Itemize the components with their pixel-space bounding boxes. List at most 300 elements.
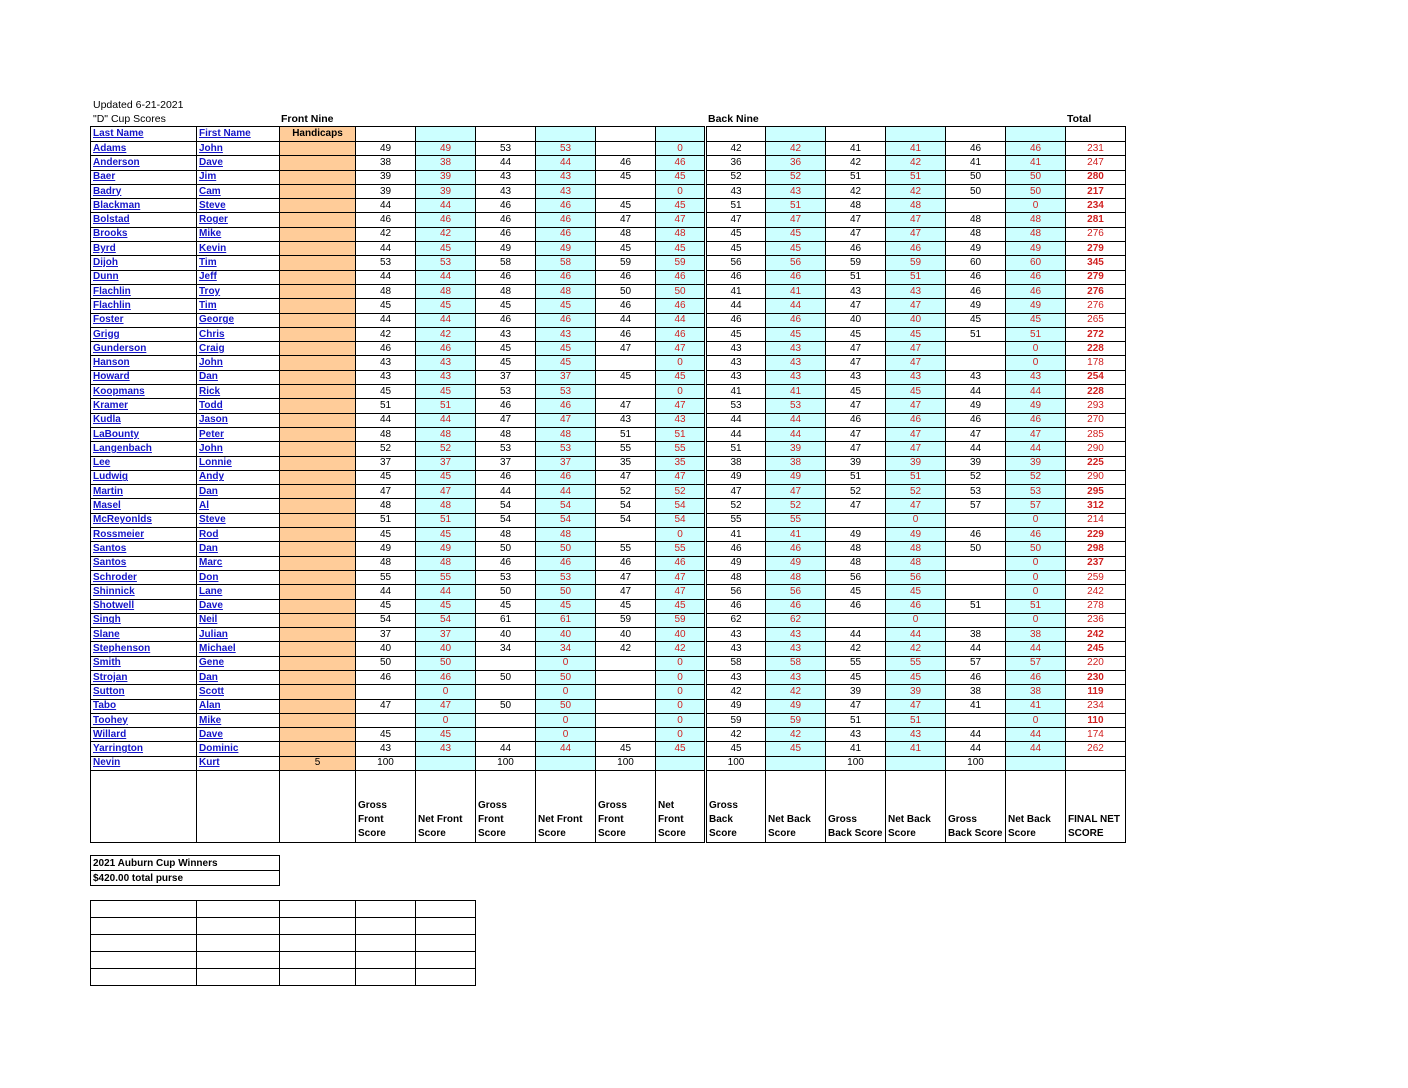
net-score-cell: 49	[886, 528, 946, 542]
net-score-cell: 48	[886, 556, 946, 570]
header-cell	[1066, 127, 1126, 142]
net-score-cell: 50	[656, 284, 706, 298]
net-score-cell: 45	[536, 299, 596, 313]
gross-score-cell: 34	[476, 642, 536, 656]
handicap-cell	[280, 485, 356, 499]
handicap-cell	[280, 642, 356, 656]
net-score-cell: 42	[886, 184, 946, 198]
gross-score-cell: 47	[706, 485, 766, 499]
gross-score-cell	[596, 699, 656, 713]
gross-score-cell: 46	[706, 599, 766, 613]
blank-cell	[280, 969, 356, 986]
gross-score-cell: 46	[476, 227, 536, 241]
net-score-cell: 45	[1006, 313, 1066, 327]
net-score-cell: 53	[536, 142, 596, 156]
gross-score-cell: 51	[826, 713, 886, 727]
net-score-cell: 39	[416, 170, 476, 184]
net-score-cell: 0	[1006, 585, 1066, 599]
gross-score-cell: 41	[706, 385, 766, 399]
blank-cell	[280, 935, 356, 952]
last-name-cell: Hanson	[91, 356, 197, 370]
gross-score-cell	[596, 356, 656, 370]
player-row	[91, 184, 1126, 198]
net-score-cell: 49	[1006, 242, 1066, 256]
net-score-cell: 47	[886, 342, 946, 356]
net-score-cell: 43	[886, 284, 946, 298]
gross-score-cell: 37	[356, 628, 416, 642]
header-cell	[596, 127, 656, 142]
gross-score-cell: 57	[946, 656, 1006, 670]
gross-score-cell	[596, 728, 656, 742]
gross-score-cell: 44	[356, 413, 416, 427]
gross-score-cell: 51	[826, 270, 886, 284]
net-score-cell: 45	[886, 670, 946, 684]
blank-cell	[280, 918, 356, 935]
footer-label: Gross Back Score	[706, 771, 766, 843]
net-score-cell: 38	[766, 456, 826, 470]
net-score-cell: 46	[1006, 413, 1066, 427]
net-score-cell: 45	[656, 370, 706, 384]
player-row	[91, 656, 1126, 670]
gross-score-cell	[826, 613, 886, 627]
net-score-cell: 52	[766, 170, 826, 184]
net-score-cell: 46	[1006, 670, 1066, 684]
net-score-cell: 47	[886, 356, 946, 370]
final-net-score-cell: 270	[1066, 413, 1126, 427]
net-score-cell: 0	[1006, 513, 1066, 527]
net-score-cell: 49	[1006, 299, 1066, 313]
net-score-cell: 46	[416, 213, 476, 227]
gross-score-cell: 47	[476, 413, 536, 427]
player-row	[91, 542, 1126, 556]
header-cell	[656, 127, 706, 142]
gross-score-cell: 37	[476, 456, 536, 470]
blank-cell	[356, 901, 416, 918]
net-score-cell: 0	[656, 356, 706, 370]
net-score-cell: 48	[886, 199, 946, 213]
net-score-cell: 38	[1006, 628, 1066, 642]
handicaps-header: Handicaps	[280, 127, 356, 142]
net-score-cell: 46	[536, 399, 596, 413]
net-score-cell: 51	[1006, 327, 1066, 341]
gross-score-cell: 49	[706, 470, 766, 484]
player-row	[91, 256, 1126, 270]
gross-score-cell	[596, 142, 656, 156]
net-score-cell: 37	[536, 370, 596, 384]
gross-score-cell: 59	[706, 713, 766, 727]
handicap-cell	[280, 713, 356, 727]
handicap-cell	[280, 585, 356, 599]
net-score-cell: 0	[656, 528, 706, 542]
handicap-cell	[280, 284, 356, 298]
player-row	[91, 284, 1126, 298]
gross-score-cell: 42	[596, 642, 656, 656]
player-row	[91, 370, 1126, 384]
gross-score-cell: 43	[356, 370, 416, 384]
final-net-score-cell: 230	[1066, 670, 1126, 684]
gross-score-cell: 49	[356, 142, 416, 156]
net-score-cell: 40	[886, 313, 946, 327]
gross-score-cell: 44	[946, 442, 1006, 456]
winners-box	[90, 855, 280, 886]
handicap-cell	[280, 370, 356, 384]
blank-row	[91, 952, 476, 969]
net-score-cell: 43	[536, 184, 596, 198]
net-score-cell: 47	[886, 699, 946, 713]
gross-score-cell: 50	[476, 585, 536, 599]
gross-score-cell: 44	[356, 270, 416, 284]
net-score-cell: 48	[416, 284, 476, 298]
gross-score-cell	[596, 713, 656, 727]
net-score-cell: 56	[766, 256, 826, 270]
first-name-cell: John	[197, 142, 280, 156]
gross-score-cell: 53	[706, 399, 766, 413]
final-net-score-cell: 220	[1066, 656, 1126, 670]
player-row	[91, 628, 1126, 642]
final-net-score-cell: 234	[1066, 199, 1126, 213]
net-score-cell: 41	[766, 385, 826, 399]
net-score-cell: 50	[1006, 184, 1066, 198]
player-row	[91, 556, 1126, 570]
gross-score-cell: 48	[356, 499, 416, 513]
cup-title: "D" Cup Scores	[93, 113, 166, 125]
final-net-score-cell: 225	[1066, 456, 1126, 470]
gross-score-cell: 53	[476, 442, 536, 456]
net-score-cell: 45	[766, 742, 826, 756]
net-score-cell: 0	[1006, 356, 1066, 370]
gross-score-cell: 51	[596, 427, 656, 441]
blank-cell	[356, 952, 416, 969]
header-cell	[416, 127, 476, 142]
gross-score-cell: 48	[356, 284, 416, 298]
handicap-cell	[280, 313, 356, 327]
net-score-cell: 36	[766, 156, 826, 170]
gross-score-cell: 46	[946, 670, 1006, 684]
player-row	[91, 399, 1126, 413]
net-score-cell: 49	[766, 470, 826, 484]
net-score-cell: 53	[536, 570, 596, 584]
last-name-cell: Anderson	[91, 156, 197, 170]
blank-cell	[416, 952, 476, 969]
net-score-cell: 53	[416, 256, 476, 270]
total-heading: Total	[1067, 113, 1092, 125]
net-score-cell: 49	[1006, 399, 1066, 413]
net-score-cell: 0	[536, 685, 596, 699]
gross-score-cell: 47	[596, 470, 656, 484]
last-name-cell: Ludwig	[91, 470, 197, 484]
last-name-cell: Grigg	[91, 327, 197, 341]
gross-score-cell: 45	[356, 299, 416, 313]
last-name-cell: Bolstad	[91, 213, 197, 227]
net-score-cell: 46	[766, 599, 826, 613]
first-name-cell: Steve	[197, 513, 280, 527]
handicap-cell	[280, 628, 356, 642]
gross-score-cell: 46	[476, 470, 536, 484]
net-score-cell	[416, 756, 476, 770]
gross-score-cell: 48	[706, 570, 766, 584]
handicap-cell	[280, 142, 356, 156]
net-score-cell: 55	[656, 542, 706, 556]
gross-score-cell	[946, 199, 1006, 213]
net-score-cell: 43	[766, 370, 826, 384]
gross-score-cell: 48	[946, 227, 1006, 241]
gross-score-cell: 47	[356, 485, 416, 499]
first-name-cell: Steve	[197, 199, 280, 213]
handicap-cell	[280, 542, 356, 556]
net-score-cell: 45	[656, 599, 706, 613]
gross-score-cell: 52	[356, 442, 416, 456]
gross-score-cell	[596, 528, 656, 542]
gross-score-cell: 47	[826, 427, 886, 441]
net-score-cell: 56	[766, 585, 826, 599]
first-name-cell: Cam	[197, 184, 280, 198]
first-name-cell: Dan	[197, 670, 280, 684]
player-row	[91, 485, 1126, 499]
net-score-cell: 0	[416, 713, 476, 727]
gross-score-cell: 47	[826, 399, 886, 413]
gross-score-cell: 45	[596, 370, 656, 384]
first-name-cell: Chris	[197, 327, 280, 341]
net-score-cell: 48	[416, 499, 476, 513]
gross-score-cell: 44	[706, 413, 766, 427]
first-name-cell: Don	[197, 570, 280, 584]
gross-score-cell: 46	[476, 270, 536, 284]
net-score-cell: 55	[416, 570, 476, 584]
net-score-cell: 46	[886, 242, 946, 256]
winners-grid	[90, 900, 476, 986]
gross-score-cell: 43	[476, 184, 536, 198]
first-name-cell: Dominic	[197, 742, 280, 756]
player-row	[91, 199, 1126, 213]
gross-score-cell	[946, 513, 1006, 527]
blank-cell	[280, 952, 356, 969]
gross-score-cell: 47	[826, 213, 886, 227]
first-name-cell: George	[197, 313, 280, 327]
player-row	[91, 170, 1126, 184]
gross-score-cell: 45	[596, 199, 656, 213]
final-net-score-cell: 272	[1066, 327, 1126, 341]
first-name-cell: Mike	[197, 713, 280, 727]
gross-score-cell: 37	[476, 370, 536, 384]
gross-score-cell: 58	[706, 656, 766, 670]
final-net-score-cell: 276	[1066, 299, 1126, 313]
net-score-cell: 46	[536, 199, 596, 213]
header-cell	[706, 127, 766, 142]
final-net-score-cell: 290	[1066, 442, 1126, 456]
footer-label: Net Back Score	[1006, 771, 1066, 843]
net-score-cell: 44	[536, 742, 596, 756]
last-name-cell: Langenbach	[91, 442, 197, 456]
first-name-cell: Todd	[197, 399, 280, 413]
first-name-cell: Dan	[197, 542, 280, 556]
player-row	[91, 713, 1126, 727]
final-net-score-cell: 345	[1066, 256, 1126, 270]
net-score-cell: 51	[656, 427, 706, 441]
gross-score-cell: 49	[826, 528, 886, 542]
net-score-cell: 43	[766, 642, 826, 656]
gross-score-cell: 45	[706, 227, 766, 241]
net-score-cell: 46	[536, 470, 596, 484]
gross-score-cell: 53	[476, 570, 536, 584]
gross-score-cell: 44	[476, 485, 536, 499]
last-name-cell: Shinnick	[91, 585, 197, 599]
net-score-cell: 52	[1006, 470, 1066, 484]
last-name-cell: Yarrington	[91, 742, 197, 756]
net-score-cell: 0	[1006, 613, 1066, 627]
blank-cell	[416, 918, 476, 935]
net-score-cell: 55	[766, 513, 826, 527]
player-row	[91, 427, 1126, 441]
net-score-cell: 46	[1006, 270, 1066, 284]
gross-score-cell: 36	[706, 156, 766, 170]
gross-score-cell: 43	[356, 742, 416, 756]
gross-score-cell: 52	[596, 485, 656, 499]
net-score-cell: 41	[1006, 156, 1066, 170]
net-score-cell: 48	[886, 542, 946, 556]
handicap-cell	[280, 299, 356, 313]
header-cell	[946, 127, 1006, 142]
net-score-cell: 0	[536, 713, 596, 727]
gross-score-cell: 42	[706, 685, 766, 699]
last-name-cell: Rossmeier	[91, 528, 197, 542]
net-score-cell: 53	[1006, 485, 1066, 499]
handicap-cell	[280, 399, 356, 413]
gross-score-cell: 46	[946, 413, 1006, 427]
net-score-cell: 45	[656, 742, 706, 756]
gross-score-cell: 44	[476, 156, 536, 170]
gross-score-cell: 43	[356, 356, 416, 370]
last-name-cell: Flachlin	[91, 284, 197, 298]
last-name-cell: Slane	[91, 628, 197, 642]
handicap-cell	[280, 456, 356, 470]
gross-score-cell: 46	[596, 299, 656, 313]
net-score-cell: 45	[886, 327, 946, 341]
net-score-cell: 58	[536, 256, 596, 270]
net-score-cell: 45	[416, 385, 476, 399]
final-net-score-cell: 279	[1066, 242, 1126, 256]
handicap-cell	[280, 227, 356, 241]
gross-score-cell: 46	[476, 556, 536, 570]
net-score-cell: 46	[656, 270, 706, 284]
net-score-cell: 47	[766, 213, 826, 227]
first-name-cell: Jeff	[197, 270, 280, 284]
gross-score-cell: 47	[826, 227, 886, 241]
gross-score-cell: 47	[826, 342, 886, 356]
final-net-score-cell: 298	[1066, 542, 1126, 556]
gross-score-cell: 59	[596, 613, 656, 627]
footer-label: Gross Back Score	[946, 771, 1006, 843]
final-net-score-cell: 312	[1066, 499, 1126, 513]
first-name-cell: Rick	[197, 385, 280, 399]
blank-cell	[91, 969, 197, 986]
net-score-cell	[656, 756, 706, 770]
column-header-row	[91, 127, 1126, 142]
player-row	[91, 513, 1126, 527]
gross-score-cell: 43	[826, 284, 886, 298]
final-net-score-cell: 247	[1066, 156, 1126, 170]
net-score-cell: 46	[536, 270, 596, 284]
first-name-cell: Dan	[197, 370, 280, 384]
gross-score-cell: 44	[356, 313, 416, 327]
gross-score-cell: 47	[706, 213, 766, 227]
net-score-cell: 52	[416, 442, 476, 456]
net-score-cell: 0	[536, 728, 596, 742]
net-score-cell: 0	[656, 385, 706, 399]
handicap-cell	[280, 670, 356, 684]
net-score-cell: 47	[656, 399, 706, 413]
gross-score-cell: 46	[476, 213, 536, 227]
last-name-cell: Koopmans	[91, 385, 197, 399]
net-score-cell: 43	[416, 370, 476, 384]
net-score-cell: 44	[416, 270, 476, 284]
player-row	[91, 270, 1126, 284]
gross-score-cell: 44	[946, 728, 1006, 742]
gross-score-cell: 55	[356, 570, 416, 584]
net-score-cell: 47	[886, 399, 946, 413]
gross-score-cell: 50	[356, 656, 416, 670]
gross-score-cell: 50	[476, 699, 536, 713]
net-score-cell: 44	[536, 485, 596, 499]
gross-score-cell: 45	[476, 599, 536, 613]
net-score-cell: 46	[656, 299, 706, 313]
net-score-cell: 43	[766, 184, 826, 198]
last-name-cell: McReyonlds	[91, 513, 197, 527]
gross-score-cell: 45	[706, 742, 766, 756]
handicap-cell	[280, 499, 356, 513]
footer-label: Gross Front Score	[596, 771, 656, 843]
footer-blank	[197, 771, 280, 843]
net-score-cell: 48	[1006, 227, 1066, 241]
final-net-score-cell: 278	[1066, 599, 1126, 613]
final-net-score-cell: 285	[1066, 427, 1126, 441]
player-row	[91, 528, 1126, 542]
gross-score-cell	[476, 685, 536, 699]
gross-score-cell: 49	[476, 242, 536, 256]
net-score-cell: 45	[416, 470, 476, 484]
net-score-cell: 46	[536, 556, 596, 570]
net-score-cell: 45	[416, 728, 476, 742]
net-score-cell: 50	[536, 670, 596, 684]
handicap-cell	[280, 356, 356, 370]
last-name-cell: Brooks	[91, 227, 197, 241]
gross-score-cell: 44	[596, 313, 656, 327]
gross-score-cell: 45	[476, 356, 536, 370]
player-row	[91, 742, 1126, 756]
net-score-cell: 37	[416, 628, 476, 642]
gross-score-cell: 49	[356, 542, 416, 556]
net-score-cell: 42	[766, 728, 826, 742]
net-score-cell: 44	[1006, 442, 1066, 456]
gross-score-cell: 43	[476, 327, 536, 341]
net-score-cell: 41	[886, 742, 946, 756]
net-score-cell: 45	[766, 227, 826, 241]
net-score-cell: 47	[886, 299, 946, 313]
player-row	[91, 642, 1126, 656]
gross-score-cell: 44	[706, 427, 766, 441]
last-name-cell: Kudla	[91, 413, 197, 427]
gross-score-cell: 53	[476, 385, 536, 399]
net-score-cell: 56	[886, 570, 946, 584]
gross-score-cell	[946, 342, 1006, 356]
gross-score-cell: 53	[946, 485, 1006, 499]
gross-score-cell: 47	[826, 442, 886, 456]
gross-score-cell: 47	[356, 699, 416, 713]
net-score-cell: 0	[1006, 570, 1066, 584]
gross-score-cell: 38	[946, 628, 1006, 642]
final-net-score-cell: 236	[1066, 613, 1126, 627]
player-row	[91, 728, 1126, 742]
net-score-cell: 0	[656, 728, 706, 742]
